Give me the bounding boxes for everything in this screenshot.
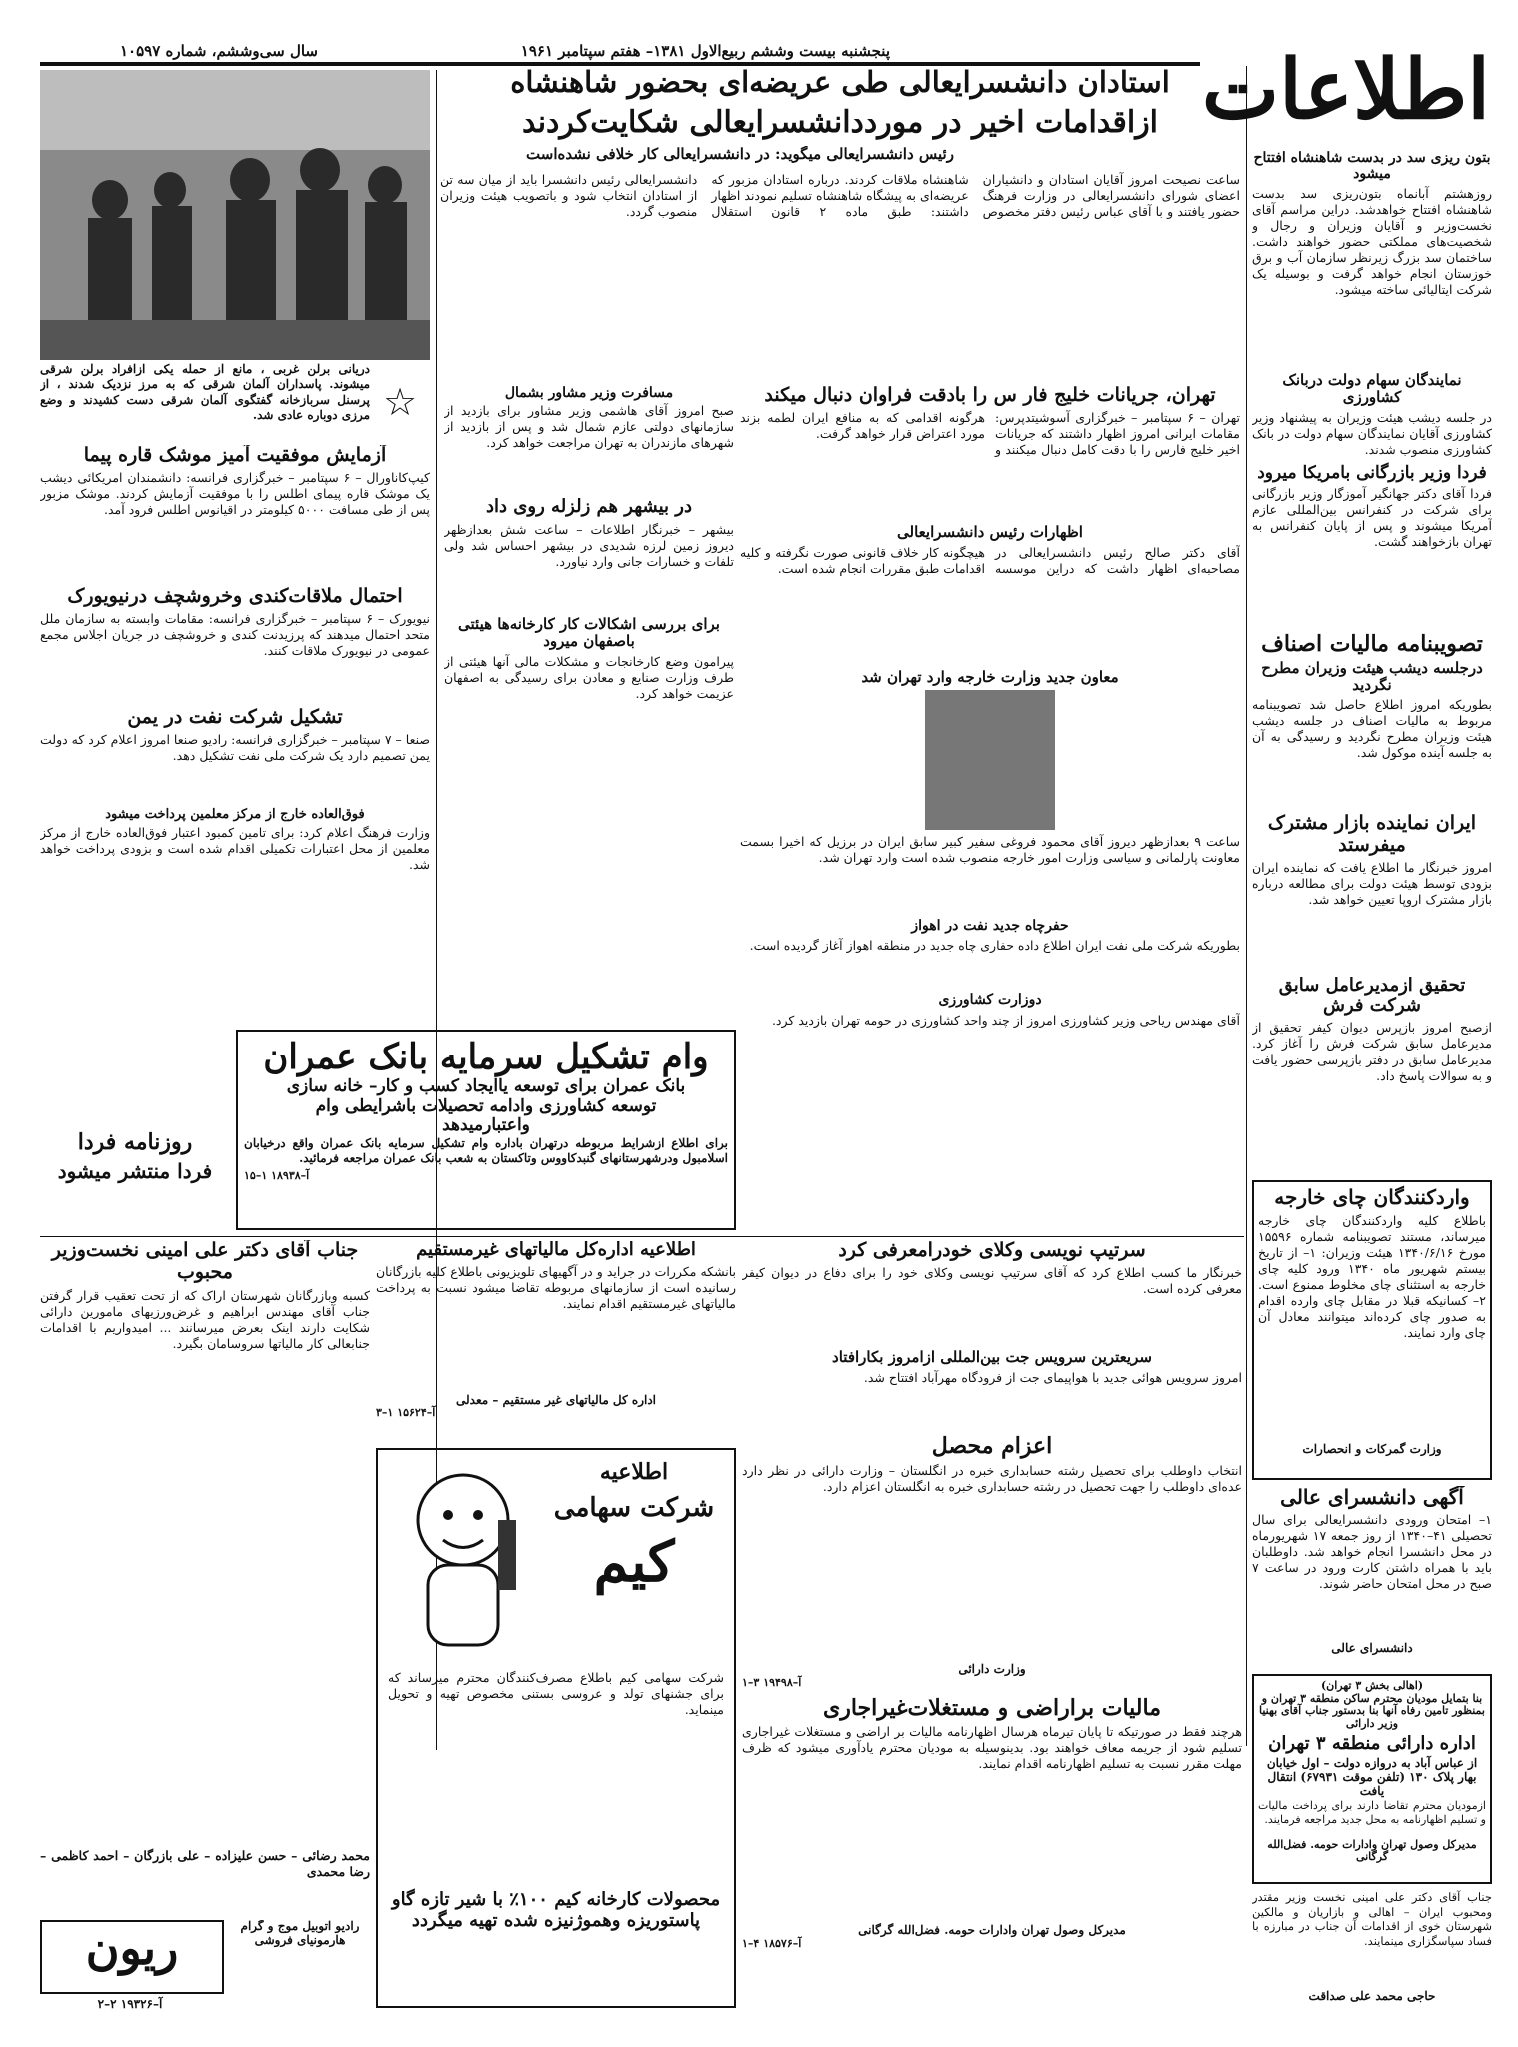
tomorrow-paper-sub: فردا منتشر میشود [57, 1160, 213, 1183]
indirect-tax-headline: اطلاعیه اداره‌کل مالیاتهای غیرمستقیم [416, 1240, 696, 1260]
bank-code: آ–۱۸۹۳۸ ۱–۱۵ [244, 1168, 310, 1182]
college-title: آگهی دانشسرای عالی [1280, 1486, 1464, 1509]
naseri-headline: سرتیپ نویسی وکلای خودرامعرفی کرد [838, 1240, 1146, 1261]
right-p1: روزهشتم آبانماه بتون‌ریزی سد بدست شاهنشاه افتتاح خواهدشد. دراین مراسم آقای نخست‌وزیر و آقایان وزیران و رجال و شخصیت‌های مملکتی حضور خواهند داشت. ساختمان سد بزرگ زیرنظر سازمان آب و برق خوزستان انجام خواهد گرفت و بوسیله یک شرکت ایتالیائی ساخته میشود. [1252, 186, 1492, 298]
middle-right-column [444, 385, 734, 815]
right-h4: تصویبنامه مالیات اصناف [1261, 631, 1483, 658]
tomorrow-paper-headline: روزنامه فردا [77, 1130, 193, 1155]
mid-p2: آقای دکتر صالح رئیس دانشسرایعالی در مصاحبه‌ای اظهار داشت که دراین موسسه هیچگونه کار خلاف قانونی صورت نگرفته و کلیه اقدامات طبق مقررات انجام شده است. [740, 545, 1240, 577]
isfahan-headline: برای بررسی اشکالات کار کارخانه‌ها هیئتی باصفهان میرود [458, 614, 720, 651]
naseri-body: خبرنگار ما کسب اطلاع کرد که آقای سرتیپ نویسی وکلای خود را برای دفاع در دیوان کیفر معرفی کرده است. [742, 1264, 1242, 1296]
bank-body: برای اطلاع ازشرایط مربوطه درتهران باداره وام تشکیل سرمایه بانک عمران واقع درخیابان اسلامبول ودرشهرستانهای گنبدکاووس وتاکستان به شعب بانک عمران مراجعه فرمائید. [244, 1135, 728, 1166]
photo-svg [40, 70, 430, 360]
students-headline: اعزام محصل [931, 1433, 1053, 1460]
bottom-middle-column [742, 1240, 1242, 2020]
kim-body: شرکت سهامی کیم باطلاع مصرف‌کنندگان محترم میرساند که برای جشنهای تولد و عروسی بستنی مخصوص تهیه و تحویل مینماید. [388, 1670, 724, 1717]
students-code: آ–۱۹۴۹۸ ۳–۱ [742, 1676, 802, 1690]
missile-headline: آزمایش موفقیت آمیز موشک قاره پیما [83, 445, 387, 466]
college-body: ۱– امتحان ورودی دانشسرایعالی برای سال تحصیلی ۴۱–۱۳۴۰ از روز جمعه ۱۷ شهریورماه در محل دانشسرا انجام خواهد شد. داوطلبان باید با همراه داشتن کارت ورود در ساعت ۷ صبح در محل امتحان حاضر شوند. [1252, 1512, 1492, 1591]
rayon-code: آ–۱۹۳۲۶ ۲–۲ [97, 1997, 163, 2011]
tea-sign: وزارت گمرکات و انحصارات [1302, 1442, 1442, 1456]
right-h2: نمایندگان سهام دولت دربانک کشاورزی [1282, 371, 1462, 407]
land-tax-body: هرچند فقط در صورتیکه تا پایان تیرماه هرسال اظهارنامه مالیات بر اراضی و مستغلات غیراجاری تسلیم شود از جریمه معاف خواهند بود. بدینوسیله به مودیان محترم یادآوری میشود که ظرف مهلت مقرر نسبت به تسلیم اظهارنامه اقدام نمایند. [742, 1724, 1242, 1772]
right-p4: بطوریکه امروز اطلاع حاصل شد تصویبنامه مربوط به مالیات اصناف در جلسه دیشب هیئت وزیران مطرح نگردید و رسیدگی به آن به جلسه آینده موکول شد. [1252, 697, 1492, 761]
khoy-letter [1252, 1890, 1492, 2030]
bank-line1: بانک عمران برای توسعه یاایجاد کسب و کار– خانه سازی [286, 1076, 686, 1097]
tax-sign: مدیرکل وصول تهران وادارات حومه. فضل‌الله گرگانی [1267, 1837, 1477, 1864]
arak-body: کسبه وبازرگانان شهرستان اراک که از تحت تعقیب قرار گرفتن جناب آقای مهندس ابراهیم و غرض‌ورزیهای مامورین دارائی شکایت دارند اینک بعرض میرسانند ... امیدواریم با اقدامات جنابعالی کار مالیاتها سروسامان بگیرد. [40, 1287, 370, 1351]
deputy-minister-photo [925, 690, 1055, 830]
photo-caption: دریانی برلن غربی ، مانع از حمله یکی ازافراد برلن شرقی میشوند. پاسداران آلمان شرقی که به مرز نزدیک شدند ، از پرسنل سربازخانه گفتگوی آلمان شرقی دست کشیدند و وضع مرزی دوباره عادی شد. [40, 362, 370, 423]
students-sign: وزارت دارائی [958, 1662, 1026, 1677]
earthquake-headline: در بیشهر هم زلزله روی داد [486, 496, 692, 518]
right-p6: ازصبح امروز بازپرس دیوان کیفر تحقیق از مدیرعامل سابق شرکت فرش را آغاز کرد. مدیرعامل سابق در دفتر بازپرسی حضور یافت و به سوالات پاسخ داد. [1252, 1020, 1492, 1084]
tax-title2: از عباس آباد به دروازه دولت – اول خیابان بهار پلاک ۱۳۰ (تلفن موقت ۶۷۹۳۱) انتقال یافت [1266, 1756, 1478, 1798]
newspaper-logo: اطلاعات [1201, 42, 1490, 138]
right-h6: تحقیق ازمدیرعامل سابق شرکت فرش [1278, 974, 1466, 1017]
mid-p5: آقای مهندس ریاحی وزیر کشاورزی امروز از چند واحد کشاورزی در حومه تهران بازدید کرد. [771, 1012, 1240, 1028]
lead-headline-2: ازاقدامات اخیر در مورددانشسرایعالی شکایت‌کردند [521, 106, 1159, 140]
kim-footer: محصولات کارخانه کیم ۱۰۰٪ با شیر تازه گاو پاستوریزه وهموژنیزه شده تهیه میگردد [391, 1889, 721, 1931]
tax-district-notice [1252, 1674, 1492, 1884]
bank-line3: واعتبارمیدهد [442, 1115, 530, 1136]
indirect-tax-notice [376, 1240, 736, 1440]
indirect-tax-body: بانشکه مکررات در جراید و در آگهیهای تلویزیونی باطلاع کلیه بازرگانان رسانیده است از سازمانهای مربوطه تقاضا میشود نسبت به پرداخت مالیاتهای غیرمستقیم اقدام نمایند. [376, 1263, 736, 1311]
deputy-minister-headline: معاون جدید وزارت خارجه وارد تهران شد [861, 668, 1119, 687]
tea-importers-notice [1252, 1180, 1492, 1480]
persian-gulf-body: تهران – ۶ سپتامبر – خبرگزاری آسوشیتدپرس: مقامات ایرانی امروز اظهار داشتند که جریانات اخیر خلیج فارس را با دقت کامل دنبال میکنند و هرگونه اقدامی که به منافع ایران لطمه بزند مورد اعتراض قرار خواهد گرفت. [740, 409, 1240, 457]
right-column [1252, 150, 1492, 1150]
mid-p3: ساعت ۹ بعدازظهر دیروز آقای محمود فروغی سفیر کبیر سابق ایران در برزیل که اخیرا بسمت معاونت پارلمانی و سیاسی وزارت امور خارجه منصوب شده است وارد تهران شد. [740, 834, 1240, 866]
star-icon: ☆ [382, 380, 418, 424]
rayon-brand: ریون [40, 1920, 224, 1994]
right-p2: در جلسه دیشب هیئت وزیران به پیشنهاد وزیر کشاورزی آقایان نمایندگان سهام دولت در بانک کشاورزی منصوب شدند. [1252, 409, 1492, 457]
right-h1: بتون ریزی سد در بدست شاهنشاه افتتاح میشود [1253, 150, 1491, 183]
teachers-allowance-body: وزارت فرهنگ اعلام کرد: برای تامین کمبود اعتبار فوق‌العاده خارج از مرکز معلمین از محل اعتبارات تکمیلی اقدام شده است و بزودی پرداخت خواهد شد. [40, 825, 430, 873]
kim-mascot-icon [388, 1460, 538, 1660]
tea-title: واردکنندگان چای خارجه [1274, 1185, 1470, 1209]
border-guards-photo [40, 70, 430, 360]
tax-body: ازمودیان محترم تقاضا دارند برای پرداخت مالیات و تسلیم اظهارنامه به محل جدید مراجعه فرمایند. [1258, 1798, 1486, 1826]
yemen-body: صنعا – ۷ سپتامبر – خبرگزاری فرانسه: رادیو صنعا امروز اعلام کرد که دولت یمن تصمیم دارد یک شرکت ملی نفت تشکیل دهد. [40, 731, 430, 763]
lead-headline-1: استادان دانشسرایعالی طی عریضه‌ای بحضور شاهنشاه [510, 66, 1170, 99]
bank-omran-ad [236, 1030, 736, 1230]
arak-signatures: محمد رضائی – حسن علیزاده – علی بازرگان – احمد کاظمی – رضا محمدی [40, 1847, 370, 1879]
mid-h4: حفرچاه جدید نفت در اهواز [911, 918, 1069, 935]
right-p5: امروز خبرنگار ما اطلاع یافت که نماینده ایران بزودی توسط هیئت دولت برای مطالعه درباره بازار مشترک اروپا تعیین خواهد شد. [1252, 859, 1492, 907]
kim-brand: کیم [593, 1529, 675, 1595]
lead-subhead: رئیس دانشسرایعالی میگوید: در دانشسرایعالی کار خلافی نشده‌است [526, 146, 954, 163]
isfahan-body: پیرامون وضع کارخانجات و مشکلات مالی آنها هیئتی از طرف وزارت صنایع و معادن برای رسیدگی به اصفهان عزیمت خواهد کرد. [444, 654, 734, 702]
khoy-body: جناب آقای دکتر علی امینی نخست وزیر مقتدر ومحبوب ایران – اهالی و بازاریان و مالکین شهرستان خوی از اقدامات آن جناب در مبارزه با فساد سپاسگزاری مینمایند. [1252, 1890, 1492, 1949]
rayon-text: رادیو اتوبیل موج و گرام هارمونیای فروشی [240, 1920, 360, 1947]
minister-trip-headline: مسافرت وزیر مشاور بشمال [504, 385, 674, 401]
jet-body: امروز سرویس هوائی جدید با هواپیمای جت از فرودگاه مهرآباد افتتاح شد. [863, 1370, 1242, 1386]
land-tax-code: آ–۱۸۵۷۶ ۴–۱ [742, 1936, 802, 1950]
right-h5: ایران نماینده بازار مشترک میفرستد [1267, 812, 1477, 856]
tea-body: باطلاع کلیه واردکنندگان چای خارجه میرساند، مستند تصویبنامه شماره ۱۵۵۹۶ مورخ ۱۳۴۰/۶/۱۶ هیئت وزیران: ۱– از تاریخ بیستم شهریور ماه ۱۳۴۰ ورود کلیه چای خارجه به استثنای چای مخلوط ممنوع است. ۲– کسانیکه قبلا در مقابل چای وارده اقدام به صدور چای کرده‌اند میتوانند معادل آن چای وارد نمایند. [1258, 1213, 1486, 1340]
land-tax-headline: مالیات براراضی و مستغلات‌غیراجاری [822, 1694, 1161, 1721]
right-h4b: درجلسه دیشب هیئت وزیران مطرح نگردید [1261, 658, 1483, 694]
minister-trip-body: صبح امروز آقای هاشمی وزیر مشاور برای بازدید از سازمانهای دولتی عازم شمال شد و پس از بازدید از شهرهای مازندران به تهران مراجعت خواهد کرد. [444, 403, 734, 451]
middle-left-column [740, 385, 1240, 1155]
kim-dairy-ad [376, 1448, 736, 2008]
mid-p4: بطوریکه شرکت ملی نفت ایران اطلاع داده حفاری چاه جدید در منطقه اهواز آغاز گردیده است. [749, 938, 1240, 954]
teachers-allowance-headline: فوق‌العاده خارج از مرکز معلمین پرداخت میشود [105, 806, 365, 822]
tax-line2: بنا بتمایل مودیان محترم ساکن منطقه ۳ تهران و بمنظور تامین رفاه آنها بنا بدستور جناب آقای بهنیا وزیر دارائی [1259, 1691, 1485, 1730]
mid-h2: اظهارات رئیس دانشسرایعالی [897, 522, 1083, 541]
rayon-ad [40, 1920, 370, 2030]
missile-body: کیپ‌کاناورال – ۶ سپتامبر – خبرگزاری فرانسه: دانشمندان امریکائی دیشب یک موشک قاره پیمای اطلس را با موفقیت آزمایش کردند. موشک مزبور پس از طی مسافت ۵۰۰۰ کیلومتر در اقیانوس اطلس فرود آمد. [40, 469, 430, 517]
kim-notice: اطلاعیه [599, 1459, 669, 1485]
right-p3: فردا آقای دکتر جهانگیر آموزگار وزیر بازرگانی برای شرکت در کنفرانس بین‌المللی عازم آمریکا میشوند و پس از پایان کنفرانس به تهران بازخواهند گشت. [1252, 486, 1492, 550]
right-h3: فردا وزیر بازرگانی بامریکا میرود [1257, 462, 1487, 483]
kim-company: شرکت سهامی [553, 1493, 715, 1523]
khoy-sign: حاجی محمد علی صداقت [1308, 1989, 1436, 2003]
mid-h5: دوزارت کشاورزی [938, 992, 1042, 1009]
date-line: پنجشنبه بیست وششم ربیع‌الاول ۱۳۸۱– هفتم سپتامبر ۱۹۶۱ [520, 42, 890, 60]
earthquake-body: بیشهر – خبرنگار اطلاعات – ساعت شش بعدازظهر دیروز زمین لرزه شدیدی در بیشهر احساس شد ولی تلفات و خسارات جانی وارد نیاورد. [444, 521, 734, 569]
land-tax-sign: مدیرکل وصول تهران وادارات حومه. فضل‌الله گرگانی [858, 1923, 1126, 1938]
tax-title1: اداره دارائی منطقه ۳ تهران [1268, 1732, 1476, 1754]
arak-merchants-letter [40, 1240, 370, 2000]
teacher-college-ad [1252, 1486, 1492, 1666]
bank-title: وام تشکیل سرمایه بانک عمران [263, 1037, 709, 1077]
students-body: انتخاب داوطلب برای تحصیل رشته حسابداری خبره در انگلستان – وزارت دارائی در نظر دارد عده‌ای داوطلب را جهت تحصیل در رشته حسابداری خبره به انگلستان اعزام دارد. [742, 1463, 1242, 1495]
arak-headline: جناب آقای دکتر علی امینی نخست‌وزیر محبوب [51, 1240, 359, 1283]
indirect-tax-code: آ–۱۵۶۲۴ ۱–۳ [376, 1406, 436, 1420]
lead-body: ساعت نصیحت امروز آقایان استادان و دانشیاران اعضای شورای دانشسرایعالی در وزارت فرهنگ حضور یافتند و با آقای عباس رئیس دفتر مخصوص شاهنشاه ملاقات کردند. درباره استادان مزبور که عریضه‌ای به پیشگاه شاهنشاه تسلیم نمودند اظهار داشتند: طبق ماده ۲ قانون استقلال دانشسرایعالی رئیس دانشسرا باید از میان سه تن از استادان انتخاب شود و باتصویب هیئت وزیران منصوب گردد. [440, 172, 1240, 219]
yemen-headline: تشکیل شرکت نفت در یمن [127, 705, 343, 728]
kennedy-headline: احتمال ملاقات‌کندی وخروشچف درنیویورک [67, 584, 403, 607]
persian-gulf-headline: تهران، جریانات خلیج فار س را بادقت فراوان دنبال میکند [764, 385, 1216, 406]
kennedy-body: نیویورک – ۶ سپتامبر – خبرگزاری فرانسه: مقامات وابسته به سازمان ملل متحد احتمال میدهند که پرزیدنت کندی و خروشچف در جریان اجلاس مجمع عمومی در نیویورک ملاقات کنند. [40, 610, 430, 658]
indirect-tax-sign: اداره کل مالیاتهای غیر مستقیم – معدلی [455, 1392, 657, 1407]
college-sign: دانشسرای عالی [1331, 1641, 1413, 1655]
bank-line2: توسعه کشاورزی وادامه تحصیلات باشرایطی وام [315, 1095, 657, 1116]
jet-headline: سریعترین سرویس جت بین‌المللی ازامروز بکارافتاد [832, 1347, 1152, 1366]
tax-line1: (اهالی بخش ۳ تهران) [1320, 1679, 1424, 1692]
year-issue: سال سی‌وششم، شماره ۱۰۵۹۷ [120, 42, 319, 60]
